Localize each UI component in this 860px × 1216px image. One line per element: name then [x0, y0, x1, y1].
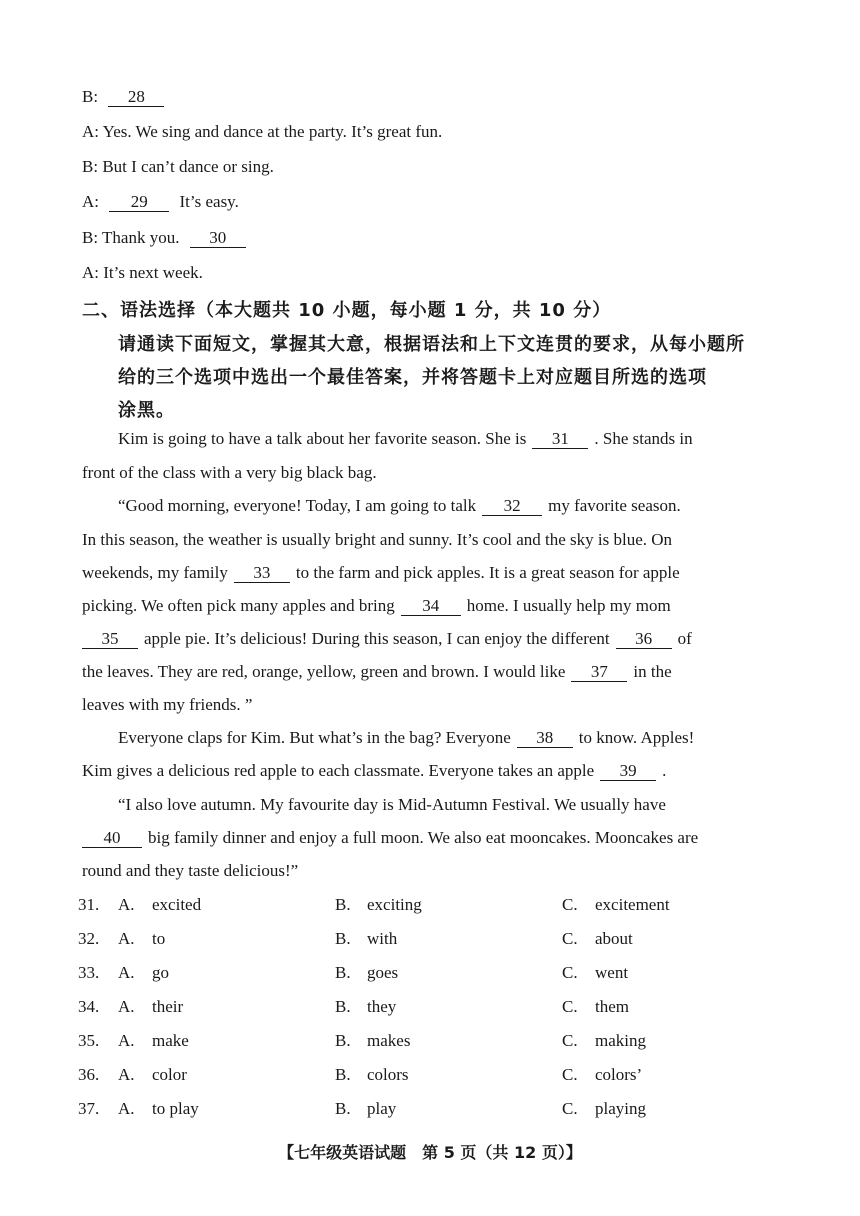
option-c: colors’: [595, 1065, 643, 1084]
passage-line: “Good morning, everyone! Today, I am going to talk 32 my favorite season.: [118, 496, 681, 515]
passage-line: Everyone claps for Kim. But what’s in the bag? Everyone 38 to know. Apples!: [118, 728, 695, 747]
blank-37: 37: [571, 663, 627, 682]
question-number: 32.: [78, 929, 100, 948]
page-footer: 【七年级英语试题 第 5 页（共 12 页）】: [278, 1143, 582, 1162]
question-number: 34.: [78, 997, 100, 1016]
passage-line: front of the class with a very big black bag.: [82, 463, 377, 482]
option-letter: A.: [118, 997, 135, 1016]
option-c: excitement: [595, 895, 670, 914]
option-a: color: [152, 1065, 187, 1084]
option-a: their: [152, 997, 184, 1016]
option-a: to: [152, 929, 166, 948]
section-instruction: 请通读下面短文，掌握其大意，根据语法和上下文连贯的要求，从每小题所: [118, 334, 745, 355]
option-letter: C.: [562, 963, 578, 982]
option-letter: B.: [335, 963, 351, 982]
option-letter: A.: [118, 963, 135, 982]
option-c: went: [595, 963, 629, 982]
passage-line: weekends, my family 33 to the farm and pick apples. It is a great season for apple: [82, 563, 680, 582]
dialogue-line: B: But I can’t dance or sing.: [82, 157, 274, 176]
option-letter: A.: [118, 929, 135, 948]
passage-line: 40 big family dinner and enjoy a full moon. We also eat mooncakes. Mooncakes are: [82, 827, 698, 849]
passage-line: leaves with my friends. ”: [82, 695, 253, 714]
option-b: makes: [367, 1031, 411, 1050]
option-letter: A.: [118, 1065, 135, 1084]
blank-34: 34: [401, 597, 461, 616]
blank-31: 31: [532, 430, 588, 449]
option-letter: C.: [562, 1099, 578, 1118]
option-a: excited: [152, 895, 202, 914]
passage-line: “I also love autumn. My favourite day is Mid-Autumn Festival. We usually have: [118, 795, 666, 814]
option-letter: A.: [118, 1031, 135, 1050]
option-b: goes: [367, 963, 399, 982]
blank-39: 39: [600, 762, 656, 781]
blank-29: 29: [109, 193, 169, 212]
question-number: 31.: [78, 895, 100, 914]
option-b: play: [367, 1099, 397, 1118]
passage-line: round and they taste delicious!”: [82, 861, 299, 880]
option-letter: B.: [335, 1031, 351, 1050]
option-letter: C.: [562, 929, 578, 948]
question-number: 35.: [78, 1031, 100, 1050]
question-number: 33.: [78, 963, 100, 982]
option-c: playing: [595, 1099, 646, 1118]
option-c: making: [595, 1031, 646, 1050]
option-b: with: [367, 929, 398, 948]
blank-28: 28: [108, 88, 164, 107]
blank-36: 36: [616, 630, 672, 649]
option-a: make: [152, 1031, 189, 1050]
blank-35: 35: [82, 630, 138, 649]
option-letter: A.: [118, 895, 135, 914]
blank-40: 40: [82, 829, 142, 848]
blank-30: 30: [190, 229, 246, 248]
passage-line: the leaves. They are red, orange, yellow, green and brown. I would like 37 in the: [82, 662, 672, 681]
section-title: 二、语法选择（本大题共 10 小题，每小题 1 分，共 10 分）: [82, 300, 612, 321]
option-letter: B.: [335, 1099, 351, 1118]
option-letter: C.: [562, 895, 578, 914]
section-instruction: 给的三个选项中选出一个最佳答案，并将答题卡上对应题目所选的选项: [118, 367, 707, 388]
option-c: them: [595, 997, 629, 1016]
option-b: colors: [367, 1065, 409, 1084]
section-instruction: 涂黑。: [118, 400, 175, 421]
passage-line: In this season, the weather is usually bright and sunny. It’s cool and the sky is blue. On: [82, 530, 673, 549]
option-letter: B.: [335, 929, 351, 948]
passage-line: Kim gives a delicious red apple to each classmate. Everyone takes an apple 39 .: [82, 761, 667, 780]
dialogue-line: A: Yes. We sing and dance at the party. It’s great fun.: [82, 122, 443, 141]
option-letter: A.: [118, 1099, 135, 1118]
option-a: go: [152, 963, 169, 982]
option-letter: B.: [335, 895, 351, 914]
blank-32: 32: [482, 497, 542, 516]
dialogue-line: B: 28: [82, 86, 170, 108]
option-letter: C.: [562, 1065, 578, 1084]
option-c: about: [595, 929, 633, 948]
question-number: 36.: [78, 1065, 100, 1084]
blank-38: 38: [517, 729, 573, 748]
option-letter: B.: [335, 1065, 351, 1084]
passage-line: Kim is going to have a talk about her favorite season. She is 31 . She stands in: [118, 429, 693, 448]
option-a: to play: [152, 1099, 199, 1118]
option-letter: C.: [562, 997, 578, 1016]
option-b: they: [367, 997, 397, 1016]
passage-line: 35 apple pie. It’s delicious! During this season, I can enjoy the different 36 of: [82, 628, 692, 650]
dialogue-line: A: It’s next week.: [82, 263, 203, 282]
dialogue-line: B: Thank you. 30: [82, 227, 252, 249]
passage-line: picking. We often pick many apples and bring 34 home. I usually help my mom: [82, 596, 671, 615]
option-letter: B.: [335, 997, 351, 1016]
option-b: exciting: [367, 895, 422, 914]
blank-33: 33: [234, 564, 290, 583]
question-number: 37.: [78, 1099, 100, 1118]
option-letter: C.: [562, 1031, 578, 1050]
dialogue-line: A: 29 It’s easy.: [82, 192, 239, 211]
